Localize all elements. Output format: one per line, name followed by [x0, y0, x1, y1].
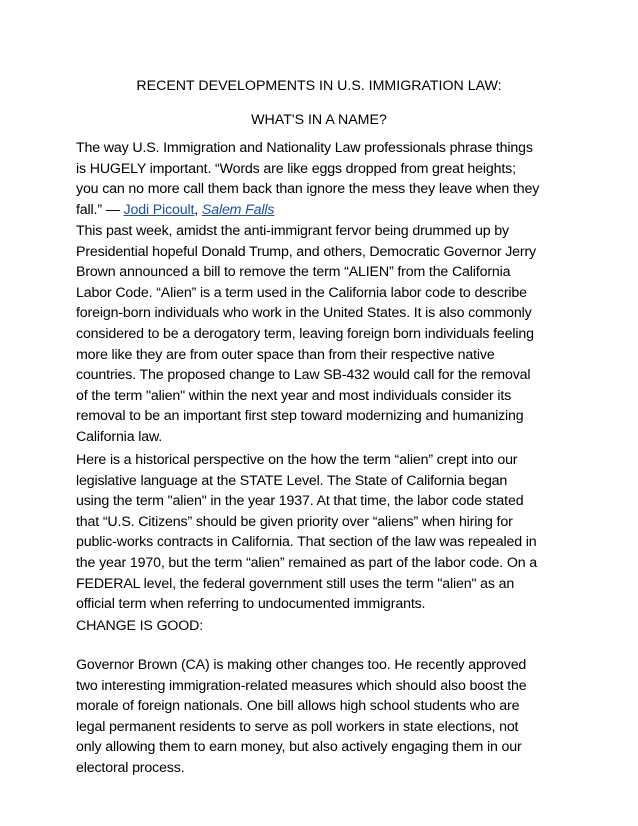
- author-link[interactable]: Jodi Picoult: [123, 201, 195, 218]
- paragraph-line: California law.: [76, 428, 163, 445]
- paragraph-line: removal to be an important first step toward modernizing and humanizing: [76, 408, 524, 425]
- paragraph-line: legal permanent residents to serve as poll workers in state elections, not: [76, 718, 519, 735]
- paragraph-line: the year 1970, but the term “alien” remained as part of the labor code. On a: [76, 554, 537, 571]
- paragraph-line: Here is a historical perspective on the how the term “alien” crept into our: [76, 452, 518, 468]
- paragraph-history: [76, 450, 576, 615]
- paragraph-quote: [76, 138, 576, 220]
- paragraph-line: Labor Code. “Alien” is a term used in the California labor code to describe: [76, 284, 527, 301]
- paragraph-line: more like they are from outer space than from their respective native: [76, 346, 495, 363]
- paragraph-line: public-works contracts in California. That section of the law was repealed in: [76, 534, 537, 551]
- paragraph-line: Governor Brown (CA) is making other changes too. He recently approved: [76, 657, 527, 673]
- paragraph-line: Presidential hopeful Donald Trump, and others, Democratic Governor Jerry: [76, 243, 536, 260]
- paragraph-line: morale of foreign nationals. One bill allows high school students who are: [76, 698, 520, 715]
- book-link[interactable]: Salem Falls: [201, 201, 275, 218]
- paragraph-line: using the term "alien" in the year 1937. At that time, the labor code stated: [76, 493, 524, 510]
- document-subtitle: WHAT'S IN A NAME?: [251, 112, 387, 128]
- paragraph-line: This past week, amidst the anti-immigrant fervor being drummed up by: [76, 223, 509, 239]
- paragraph-governor-changes: [76, 655, 576, 779]
- paragraph-line: is HUGELY important. “Words are like eggs dropped from great heights;: [76, 160, 516, 177]
- paragraph-line: two interesting immigration-related measures which should also boost the: [76, 677, 527, 694]
- section-heading: [76, 616, 576, 637]
- paragraph-line: considered to be a derogatory term, leaving foreign born individuals feeling: [76, 325, 534, 342]
- link-separator: ,: [194, 201, 202, 218]
- section-heading-text: CHANGE IS GOOD:: [76, 618, 204, 634]
- paragraph-line: FEDERAL level, the federal government still uses the term "alien" as an: [76, 575, 515, 592]
- paragraph-line: electoral process.: [76, 759, 185, 776]
- paragraph-line: Brown announced a bill to remove the term “ALIEN” from the California: [76, 264, 511, 281]
- paragraph-line: you can no more call them back than ignore the mess they leave when they: [76, 181, 540, 198]
- paragraph-line: [76, 200, 576, 221]
- paragraph-line: The way U.S. Immigration and Nationality Law professionals phrase things: [76, 140, 533, 156]
- paragraph-line: foreign-born individuals who work in the United States. It is also commonly: [76, 305, 532, 322]
- document-title: RECENT DEVELOPMENTS IN U.S. IMMIGRATION LAW:: [136, 78, 502, 94]
- paragraph-line: countries. The proposed change to Law SB-432 would call for the removal: [76, 367, 531, 384]
- paragraph-line: that “U.S. Citizens” should be given priority over “aliens” when hiring for: [76, 513, 513, 530]
- paragraph-line: legislative language at the STATE Level. The State of California began: [76, 472, 508, 489]
- paragraph-line: official term when referring to undocumented immigrants.: [76, 596, 426, 613]
- paragraph-line: only allowing them to earn money, but also actively engaging them in our: [76, 739, 522, 756]
- quote-ending: fall.” —: [76, 201, 124, 218]
- paragraph-alien-bill: [76, 221, 576, 448]
- paragraph-line: of the term "alien" within the next year and most individuals consider its: [76, 387, 512, 404]
